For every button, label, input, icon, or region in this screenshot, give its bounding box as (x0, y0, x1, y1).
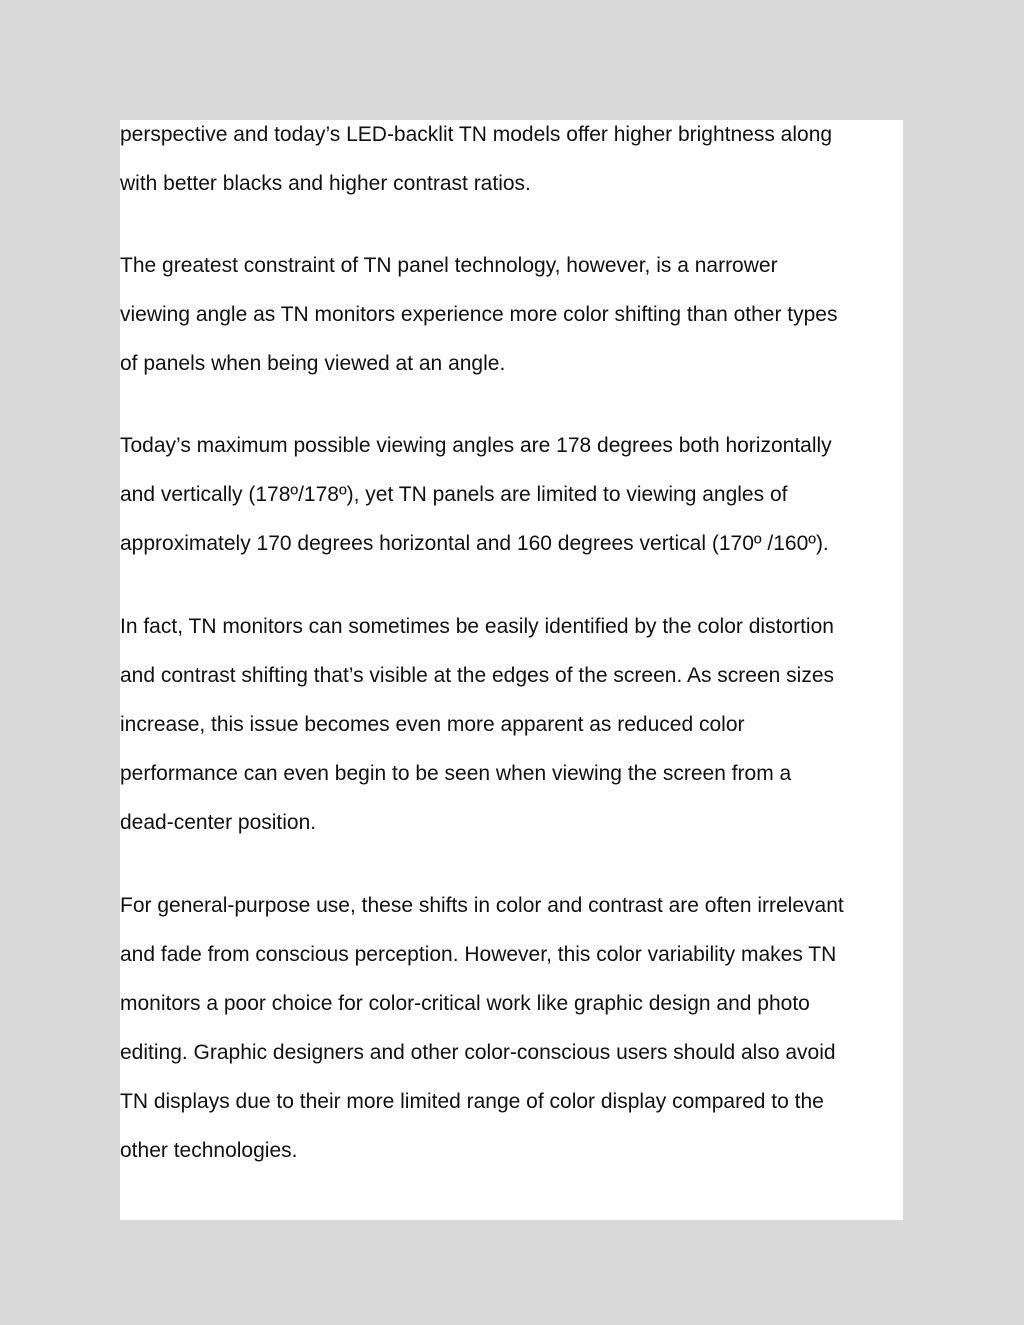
text-line: The greatest constraint of TN panel technology, however, is a narrower (120, 254, 778, 277)
text-line: other technologies. (120, 1139, 298, 1162)
paragraph-general-purpose-use (120, 881, 844, 1175)
text-line: perspective and today’s LED-backlit TN models offer higher brightness along (120, 123, 833, 146)
text-line: Today’s maximum possible viewing angles are 178 degrees both horizontally (120, 434, 832, 457)
text-line: For general-purpose use, these shifts in color and contrast are often irrelevant (120, 894, 844, 917)
paragraph-tn-brightness (120, 110, 832, 208)
text-line: TN displays due to their more limited range of color display compared to the (120, 1090, 824, 1113)
text-line: and contrast shifting that’s visible at the edges of the screen. As screen sizes (120, 664, 835, 687)
text-line: with better blacks and higher contrast ratios. (120, 172, 531, 195)
text-line: approximately 170 degrees horizontal and 160 degrees vertical (170º /160º). (120, 532, 829, 555)
text-line: of panels when being viewed at an angle. (120, 352, 506, 375)
text-line: dead-center position. (120, 811, 317, 834)
text-line: monitors a poor choice for color-critical work like graphic design and photo (120, 992, 810, 1015)
text-line: In fact, TN monitors can sometimes be easily identified by the color distortion (120, 615, 834, 638)
text-line: increase, this issue becomes even more apparent as reduced color (120, 713, 745, 736)
text-line: editing. Graphic designers and other color-conscious users should also avoid (120, 1041, 836, 1064)
paragraph-viewing-angle-constraint (120, 241, 837, 388)
text-line: performance can even begin to be seen when viewing the screen from a (120, 762, 792, 785)
document-page (120, 120, 903, 1220)
text-line: viewing angle as TN monitors experience more color shifting than other types (120, 303, 838, 326)
paragraph-color-distortion (120, 602, 834, 847)
paragraph-maximum-viewing-angles (120, 421, 832, 568)
text-line: and vertically (178º/178º), yet TN panels are limited to viewing angles of (120, 483, 788, 506)
text-line: and fade from conscious perception. However, this color variability makes TN (120, 943, 837, 966)
